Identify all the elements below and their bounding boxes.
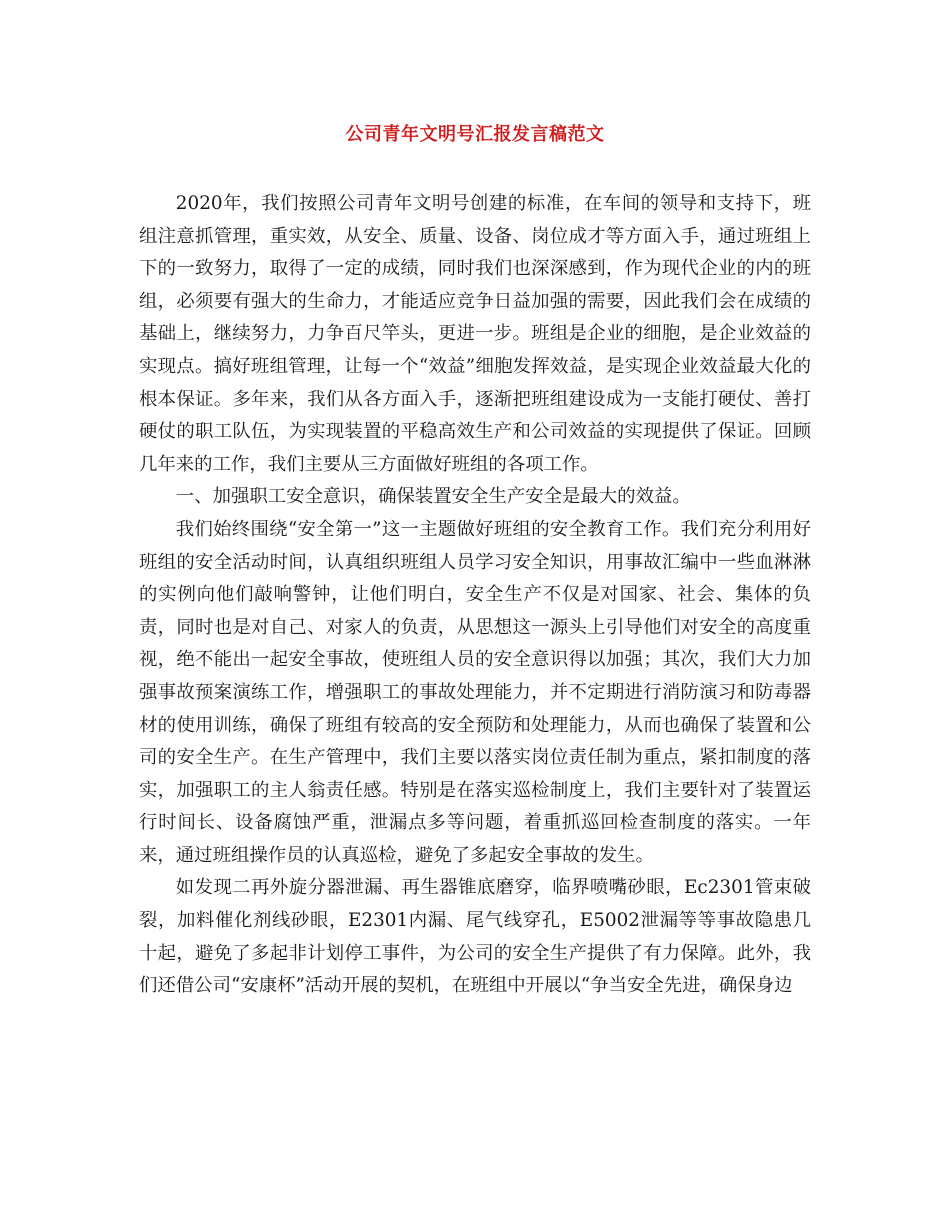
document-body bbox=[139, 188, 811, 1003]
paragraph-section-heading: 一、加强职工安全意识，确保装置安全生产安全是最大的效益。 bbox=[175, 486, 691, 508]
paragraph-intro: 2020年，我们按照公司青年文明号创建的标准，在车间的领导和支持下，班组注意抓管理，重实效，从安全、质量、设备、岗位成才等方面入手，通过班组上下的一致努力，取得了一定的成绩，同时我们也深深感到，作为现代企业的内的班组，必须要有强大的生命力，才能适应竞争日益加强的需要，因此我们会在成绩的基础上，继续努力，力争百尺竿头，更进一步。班组是企业的细胞，是企业效益的实现点。搞好班组管理，让每一个“效益”细胞发挥效益，是实现企业效益最大化的根本保证。多年来，我们从各方面入手，逐渐把班组建设成为一支能打硬仗、善打硬仗的职工队伍，为实现装置的平稳高效生产和公司效益的实现提供了保证。回顾几年来的工作，我们主要从三方面做好班组的各项工作。 bbox=[139, 193, 811, 475]
document-title: 公司青年文明号汇报发言稿范文 bbox=[345, 124, 605, 145]
paragraph-hazard-examples: 如发现二再外旋分器泄漏、再生器锥底磨穿，临界喷嘴砂眼，Ec2301管束破裂，加料催化剂线砂眼，E2301内漏、尾气线穿孔，E5002泄漏等等事故隐患几十起，避免了多起非计划停工事件，为公司的安全生产提供了有力保障。此外，我们还借公司“安康杯”活动开展的契机，在班组中开展以“争当安全先进，确保身边 bbox=[139, 877, 811, 997]
paragraph-safety-education: 我们始终围绕“安全第一”这一主题做好班组的安全教育工作。我们充分利用好班组的安全活动时间，认真组织班组人员学习安全知识，用事故汇编中一些血淋淋的实例向他们敲响警钟，让他们明白，安全生产不仅是对国家、社会、集体的负责，同时也是对自己、对家人的负责，从思想这一源头上引导他们对安全的高度重视，绝不能出一起安全事故，使班组人员的安全意识得以加强；其次，我们大力加强事故预案演练工作，增强职工的事故处理能力，并不定期进行消防演习和防毒器材的使用训练，确保了班组有较高的安全预防和处理能力，从而也确保了装置和公司的安全生产。在生产管理中，我们主要以落实岗位责任制为重点，紧扣制度的落实，加强职工的主人翁责任感。特别是在落实巡检制度上，我们主要针对了装置运行时间长、设备腐蚀严重，泄漏点多等问题，着重抓巡回检查制度的落实。一年来，通过班组操作员的认真巡检，避免了多起安全事故的发生。 bbox=[139, 518, 811, 866]
